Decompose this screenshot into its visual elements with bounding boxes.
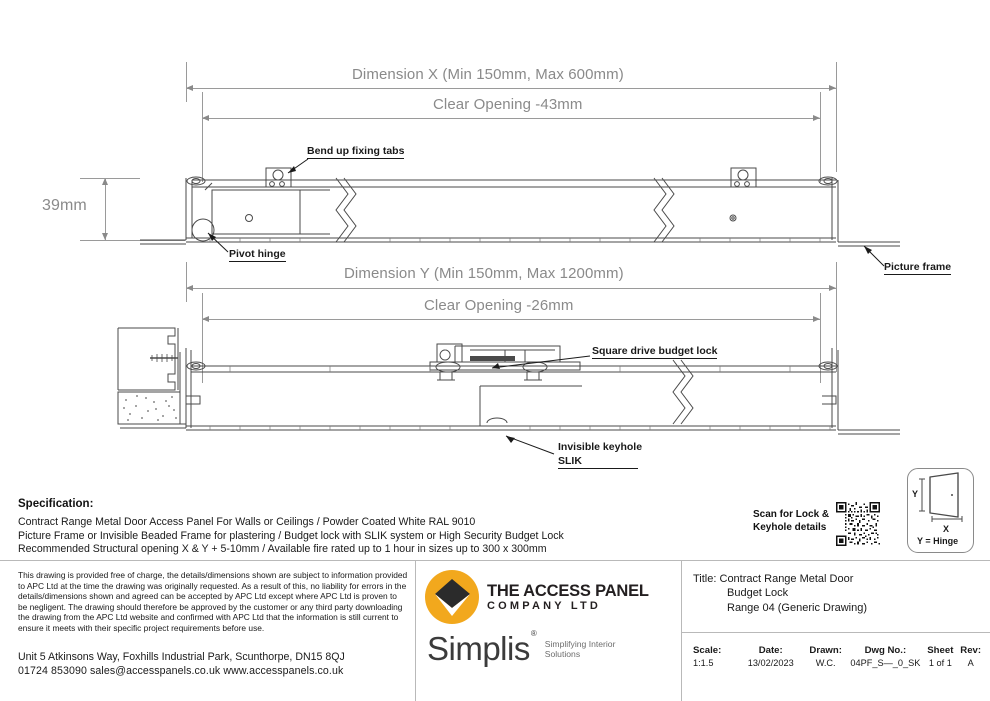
field-dwg-no-header: Dwg No.: bbox=[864, 645, 907, 656]
divider-logo-title bbox=[681, 560, 682, 701]
callout-square-drive-budget-lock: Square drive budget lock bbox=[592, 345, 718, 357]
specification-line-1: Contract Range Metal Door Access Panel For Walls or Ceilings / Powder Coated White RAL 9010 bbox=[18, 516, 476, 528]
dimension-x-ext-left bbox=[186, 62, 187, 102]
dimension-y-line bbox=[186, 288, 836, 289]
callout-leader-bend-tabs bbox=[278, 155, 318, 183]
dimension-x-line bbox=[186, 88, 836, 89]
title-block bbox=[693, 572, 983, 668]
simplis-tagline-line-1: Simplifying Interior bbox=[544, 639, 616, 649]
logo-block bbox=[425, 566, 675, 676]
title-block-title bbox=[693, 572, 983, 615]
specification-line-3: Recommended Structural opening X & Y + 5-10mm / Available fire rated up to 1 hour in sizes up to 300 x 300mm bbox=[18, 543, 547, 556]
upper-section-view bbox=[0, 150, 990, 260]
specification-block bbox=[18, 498, 638, 557]
clear-opening-x-label: Clear Opening -43mm bbox=[433, 96, 583, 113]
scan-line-2: Keyhole details bbox=[753, 522, 827, 533]
dimension-y-arrow-right bbox=[829, 285, 836, 291]
apc-logo-subtitle: COMPANY LTD bbox=[487, 599, 602, 612]
callout-slik: SLIK bbox=[558, 455, 638, 469]
hinge-orientation-key bbox=[907, 468, 974, 553]
title-label: Title: bbox=[693, 573, 717, 585]
field-rev-value: A bbox=[967, 658, 974, 668]
title-block-fields bbox=[693, 644, 983, 670]
field-date-header: Date: bbox=[758, 645, 783, 656]
callout-leader-picture-frame bbox=[856, 240, 896, 270]
callout-bend-up-fixing-tabs: Bend up fixing tabs bbox=[307, 145, 405, 157]
depth-dimension-label: 39mm bbox=[42, 197, 87, 214]
field-date bbox=[738, 644, 802, 670]
address-line-1: Unit 5 Atkinsons Way, Foxhills Industrial Park, Scunthorpe, DN15 8QJ bbox=[18, 651, 345, 663]
field-sheet bbox=[922, 644, 958, 670]
dimension-y-label: Dimension Y (Min 150mm, Max 1200mm) bbox=[344, 265, 624, 282]
hinge-key-x-label: X bbox=[943, 524, 950, 534]
disclaimer-text: This drawing is provided free of charge, the details/dimensions shown are subject to information provided to APC Ltd at the time the drawing was originally requested. As a result of this, no liability for errors in the details/dimensions shown and agreed can be accepted by APC Ltd except where APC Ltd is proven to be negligent. The drawing should therefore be approved by the customer or any third party downloading the drawing from the APC Ltd website and confirmed with APC Ltd that the information is still current to ensure it meets with their specific project requirements before use. bbox=[18, 570, 408, 633]
specification-heading: Specification: bbox=[18, 498, 94, 510]
apc-logo-name: THE ACCESS PANEL bbox=[487, 581, 649, 600]
apc-logo-mark-icon bbox=[425, 570, 479, 624]
clear-opening-x-arrow-right bbox=[813, 115, 820, 121]
title-line-1: Contract Range Metal Door bbox=[719, 573, 854, 585]
field-dwg-no-value: 04PF_S—_0_SK bbox=[850, 658, 921, 668]
dimension-x-label: Dimension X (Min 150mm, Max 600mm) bbox=[352, 66, 624, 83]
simplis-tagline bbox=[545, 639, 616, 659]
simplis-tagline-line-2: Solutions bbox=[544, 649, 581, 659]
simplis-registered-mark: ® bbox=[530, 628, 537, 638]
callout-leader-pivot-hinge bbox=[198, 228, 238, 256]
divider-title-fields bbox=[681, 632, 990, 633]
title-line-3: Range 04 (Generic Drawing) bbox=[727, 601, 868, 614]
field-date-value: 13/02/2023 bbox=[747, 658, 794, 668]
field-scale bbox=[693, 644, 738, 670]
scan-line-1: Scan for Lock & bbox=[753, 509, 830, 520]
qr-code-icon[interactable] bbox=[836, 502, 880, 546]
divider-spec-logo bbox=[415, 560, 416, 701]
scan-qr-block bbox=[753, 508, 829, 534]
clear-opening-y-label: Clear Opening -26mm bbox=[424, 297, 574, 314]
lower-section-view bbox=[0, 310, 990, 470]
field-dwg-no bbox=[848, 644, 922, 670]
field-sheet-header: Sheet bbox=[927, 645, 954, 656]
callout-leader-budget-lock bbox=[478, 352, 598, 374]
dimension-x-arrow-right bbox=[829, 85, 836, 91]
field-scale-value: 1:1.5 bbox=[693, 658, 714, 668]
address-line-2: 01724 853090 sales@accesspanels.co.uk www.accesspanels.co.uk bbox=[18, 665, 344, 677]
simplis-wordmark: Simplis bbox=[427, 630, 530, 667]
dimension-x-arrow-left bbox=[186, 85, 193, 91]
title-line-2: Budget Lock bbox=[727, 587, 789, 600]
dimension-y-arrow-left bbox=[186, 285, 193, 291]
field-scale-header: Scale: bbox=[693, 645, 722, 656]
company-address-block bbox=[18, 650, 418, 678]
field-drawn-value: W.C. bbox=[815, 658, 836, 668]
field-drawn bbox=[803, 644, 848, 670]
hinge-key-y-label: Y bbox=[912, 489, 919, 499]
callout-picture-frame: Picture frame bbox=[884, 261, 952, 273]
field-drawn-header: Drawn: bbox=[809, 645, 842, 656]
dimension-y-ext-left bbox=[186, 262, 187, 302]
access-panel-company-logo bbox=[425, 570, 649, 624]
callout-pivot-hinge: Pivot hinge bbox=[229, 248, 286, 260]
simplis-logo bbox=[427, 628, 616, 667]
divider-above-footer bbox=[0, 560, 990, 561]
clear-opening-x-arrow-left bbox=[202, 115, 209, 121]
hinge-key-caption: Y = Hinge bbox=[917, 536, 959, 546]
field-sheet-value: 1 of 1 bbox=[928, 658, 952, 668]
callout-invisible-keyhole: Invisible keyhole bbox=[558, 441, 643, 453]
clear-opening-x-line bbox=[202, 118, 820, 119]
apc-logo-text bbox=[487, 582, 649, 613]
scan-instruction-text bbox=[753, 508, 829, 534]
specification-line-2: Picture Frame or Invisible Beaded Frame for plastering / Budget lock with SLIK system or High Security Budget Lock bbox=[18, 529, 564, 542]
callout-leader-keyhole bbox=[498, 432, 562, 458]
field-rev bbox=[958, 644, 983, 670]
field-rev-header: Rev: bbox=[960, 645, 982, 656]
